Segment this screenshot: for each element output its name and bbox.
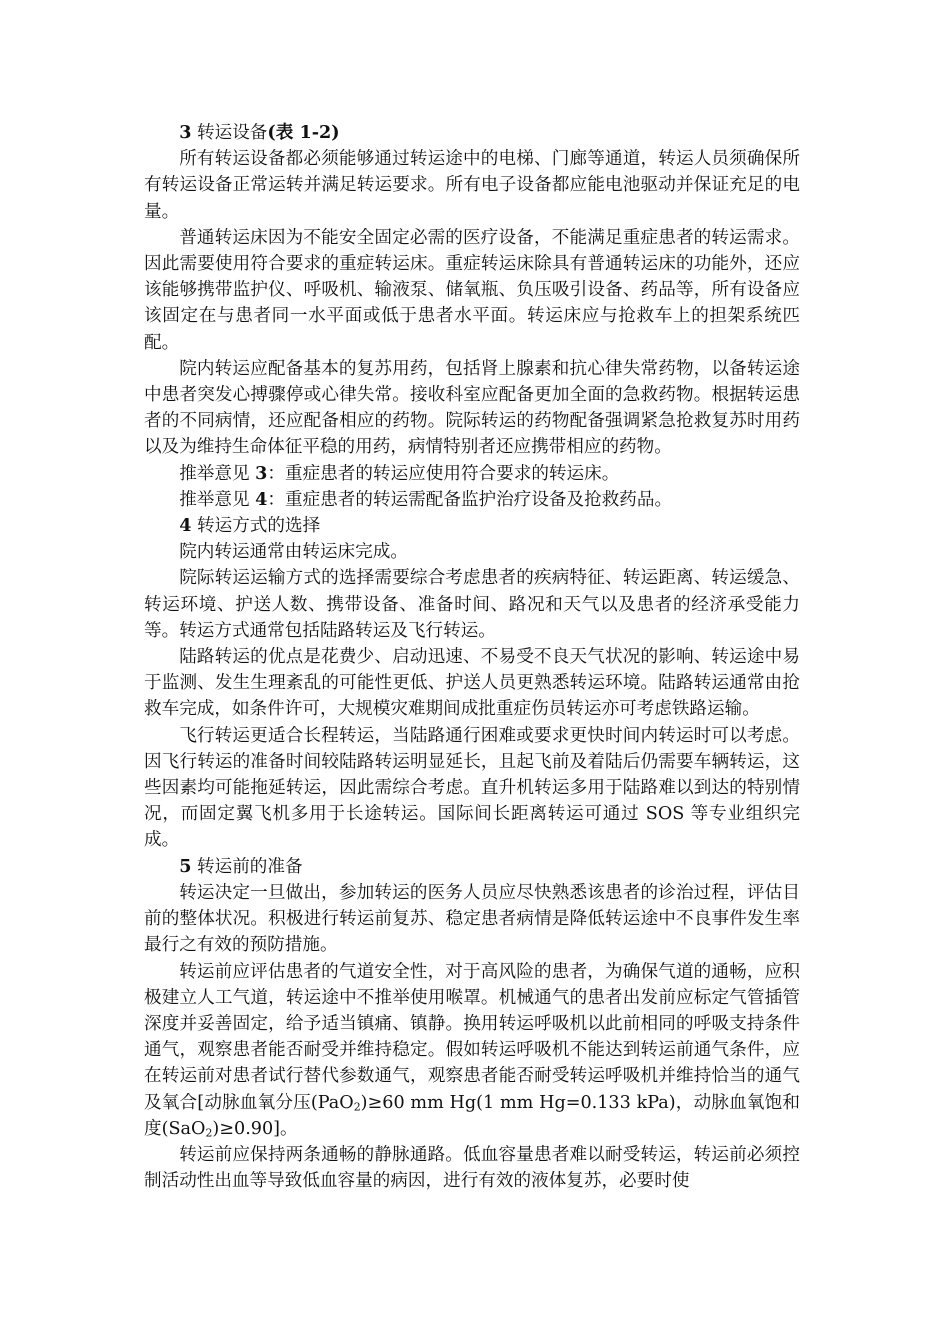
recommendation-3-label: 推举意见: [179, 463, 256, 484]
recommendation-4-label: 推举意见: [179, 489, 256, 510]
section-4-title: 转运方式的选择: [191, 516, 321, 537]
section-5-paragraph-2: [144, 959, 800, 1142]
section-3-paragraph-3: 院内转运应配备基本的复苏用药，包括肾上腺素和抗心律失常药物，以备转运途中患者突发心搏骤停或心律失常。接收科室应配备更加全面的急救药物。根据转运患者的不同病情，还应配备相应的药物。院际转运的药物配备强调紧急抢救复苏时用药以及为维持生命体征平稳的用药，病情特别者还应携带相应的药物。: [144, 358, 800, 458]
section-3-number: 3: [179, 122, 192, 143]
document-page: [144, 120, 800, 1194]
section-3-table-ref: (表 1-2): [267, 122, 340, 143]
recommendation-4-text: ：重症患者的转运需配备监护治疗设备及抢救药品。: [267, 489, 673, 510]
section-5-paragraph-3: 转运前应保持两条通畅的静脉通路。低血容量患者难以耐受转运，转运前必须控制活动性出血等导致低血容量的病因，进行有效的液体复苏，必要时使: [144, 1144, 800, 1192]
section-4-number: 4: [179, 515, 192, 537]
section-4-paragraph-1: 院内转运通常由转运床完成。: [179, 542, 408, 563]
section-5-paragraph-1: 转运决定一旦做出，参加转运的医务人员应尽快熟悉该患者的诊治过程，评估目前的整体状况。积极进行转运前复苏、稳定患者病情是降低转运途中不良事件发生率最行之有效的预防措施。: [144, 882, 800, 956]
recommendation-3: [144, 461, 800, 487]
section-4-paragraph-2: 院际转运运输方式的选择需要综合考虑患者的疾病特征、转运距离、转运缓急、转运环境、护送人数、携带设备、准备时间、路况和天气以及患者的经济承受能力等。转运方式通常包括陆路转运及飞行转运。: [144, 568, 800, 641]
recommendation-4-number: 4: [255, 488, 268, 510]
recommendation-3-number: 3: [255, 462, 268, 484]
section-4-paragraph-4: 飞行转运更适合长程转运，当陆路通行困难或要求更快时间内转运时可以考虑。因飞行转运的准备时间较陆路转运明显延长，且起飞前及着陆后仍需要车辆转运，这些因素均可能拖延转运，因此需综合考虑。直升机转运多用于陆路难以到达的特别情况，而固定翼飞机多用于长途转运。国际间长距离转运可通过 SOS 等专业组织完成。: [144, 725, 800, 851]
recommendation-3-text: ：重症患者的转运应使用符合要求的转运床。: [267, 463, 620, 484]
section-3-title: 转运设备: [191, 123, 268, 143]
section-3-heading: [144, 120, 800, 146]
section-4-heading: [144, 513, 800, 539]
section-5-paragraph-2-part-a: 转运前应评估患者的气道安全性，对于高风险的患者，为确保气道的通畅，应积极建立人工气道，转运途中不推举使用喉罩。机械通气的患者出发前应标定气管插管深度并妥善固定，给予适当镇痛、镇静。换用转运呼吸机以此前相同的呼吸支持条件通气，观察患者能否耐受并维持稳定。假如转运呼吸机不能达到转运前通气条件，应在转运前对患者试行替代参数通气，观察患者能否耐受转运呼吸机并维持恰当的通气及氧合[动脉血氧分压(PaO: [144, 961, 800, 1113]
section-5-number: 5: [179, 855, 192, 877]
section-5-heading: [144, 854, 800, 880]
section-3-paragraph-2: 普通转运床因为不能安全固定必需的医疗设备，不能满足重症患者的转运需求。因此需要使用符合要求的重症转运床。重症转运床除具有普通转运床的功能外，还应该能够携带监护仪、呼吸机、输液泵、储氧瓶、负压吸引设备、药品等，所有设备应该固定在与患者同一水平面或低于患者水平面。转运床应与抢救车上的担架系统匹配。: [144, 227, 800, 353]
pao2-subscript: 2: [353, 1100, 361, 1114]
section-4-paragraph-3: 陆路转运的优点是花费少、启动迅速、不易受不良天气状况的影响、转运途中易于监测、发生生理紊乱的可能性更低、护送人员更熟悉转运环境。陆路转运通常由抢救车完成，如条件许可，大规模灾难期间成批重症伤员转运亦可考虑铁路运输。: [144, 647, 800, 720]
section-5-title: 转运前的准备: [191, 856, 303, 877]
section-5-paragraph-2-part-c: )≥0.90]。: [212, 1118, 298, 1139]
recommendation-4: [144, 487, 800, 513]
sao2-subscript: 2: [205, 1126, 213, 1140]
section-5-paragraph-2-part-b: )≥60 mm Hg(1 mm Hg=0.133 kPa)，动脉血氧饱和度(SaO: [144, 1092, 800, 1139]
section-3-paragraph-1: 所有转运设备都必须能够通过转运途中的电梯、门廊等通道，转运人员须确保所有转运设备正常运转并满足转运要求。所有电子设备都应能电池驱动并保证充足的电量。: [144, 149, 800, 222]
